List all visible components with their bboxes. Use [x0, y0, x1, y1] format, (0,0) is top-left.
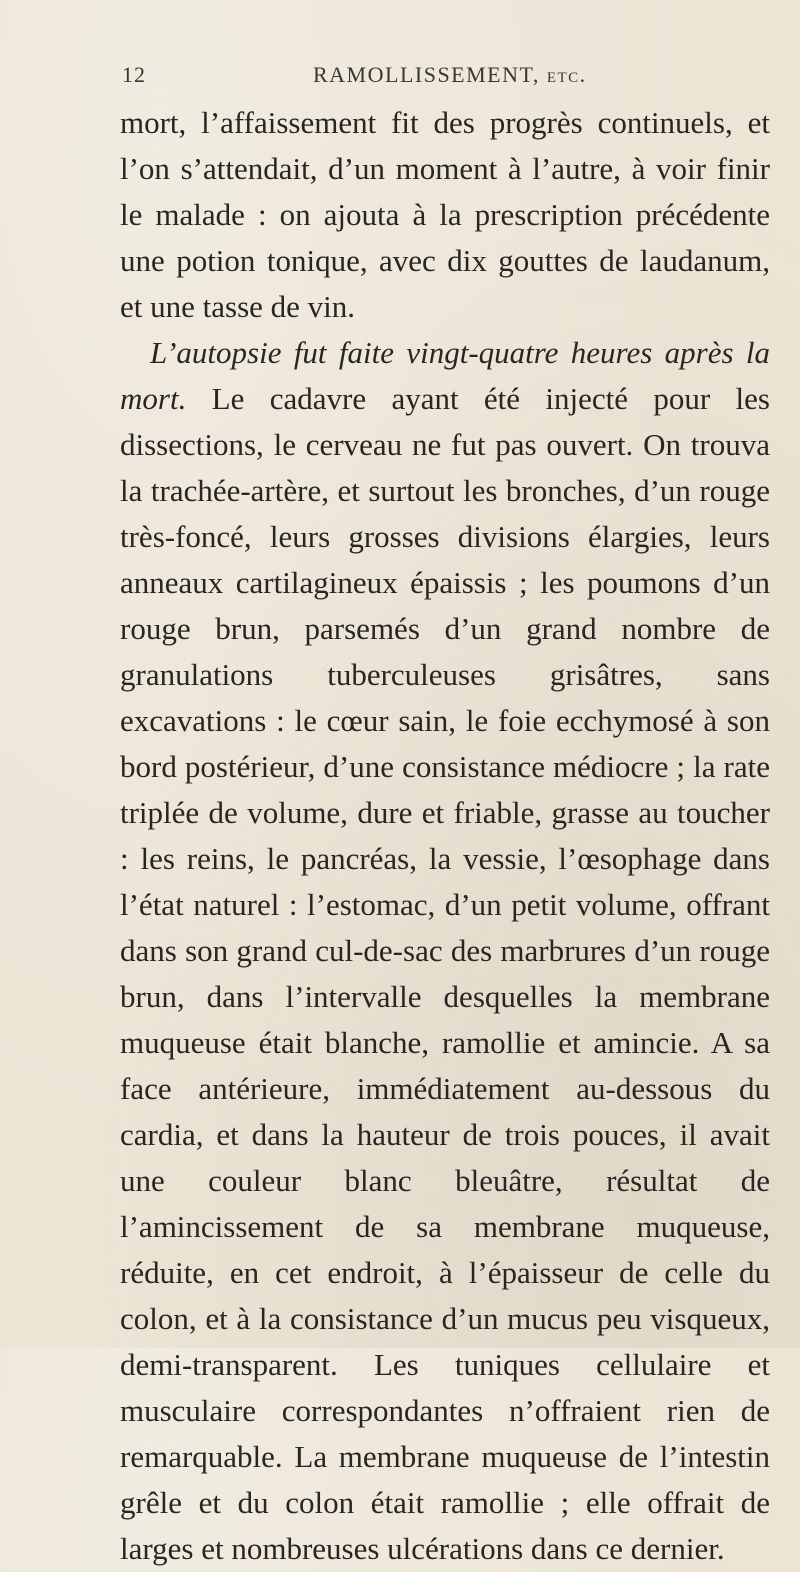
- running-head: [122, 62, 762, 92]
- running-title: RAMOLLISSEMENT, etc.: [313, 62, 587, 87]
- paragraph-2-italic-opening: L’autopsie fut faite vingt-quatre heures après la mort.: [120, 335, 770, 416]
- paragraph-2: [120, 330, 770, 1572]
- body-text: [120, 100, 770, 1572]
- paragraph-1: mort, l’affaissement fit des progrès continuels, et l’on s’attendait, d’un moment à l’autre, à voir finir le malade : on ajouta à la prescription précédente une potion tonique, avec dix gouttes de laudanum, et une tasse de vin.: [120, 105, 770, 324]
- paragraph-2-text: Le cadavre ayant été injecté pour les dissections, le cerveau ne fut pas ouvert. On trouva la trachée-artère, et surtout les bronches, d’un rouge très-foncé, leurs grosses divisions élargies, leurs anneaux cartilagineux épaissis ; les poumons d’un rouge brun, parsemés d’un grand nombre de granulations tuberculeuses grisâtres, sans excavations : le cœur sain, le foie ecchymosé à son bord postérieur, d’une consistance médiocre ; la rate triplée de volume, dure et friable, grasse au toucher : les reins, le pancréas, la vessie, l’œsophage dans l’état naturel : l’estomac, d’un petit volume, offrant dans son grand cul-de-sac des marbrures d’un rouge brun, dans l’intervalle desquelles la membrane muqueuse était blanche, ramollie et amincie. A sa face antérieure, immédiatement au-dessous du cardia, et dans la hauteur de trois pouces, il avait une couleur blanc bleuâtre, résultat de l’amincissement de sa membrane muqueuse, réduite, en cet endroit, à l’épaisseur de celle du colon, et à la consistance d’un mucus peu visqueux, demi-transparent. Les tuniques cellulaire et musculaire correspondantes n’offraient rien de remarquable. La membrane muqueuse de l’intestin grêle et du colon était ramollie ; elle offrait de larges et nombreuses ulcérations dans ce dernier.: [120, 381, 770, 1566]
- page-number: 12: [122, 62, 146, 87]
